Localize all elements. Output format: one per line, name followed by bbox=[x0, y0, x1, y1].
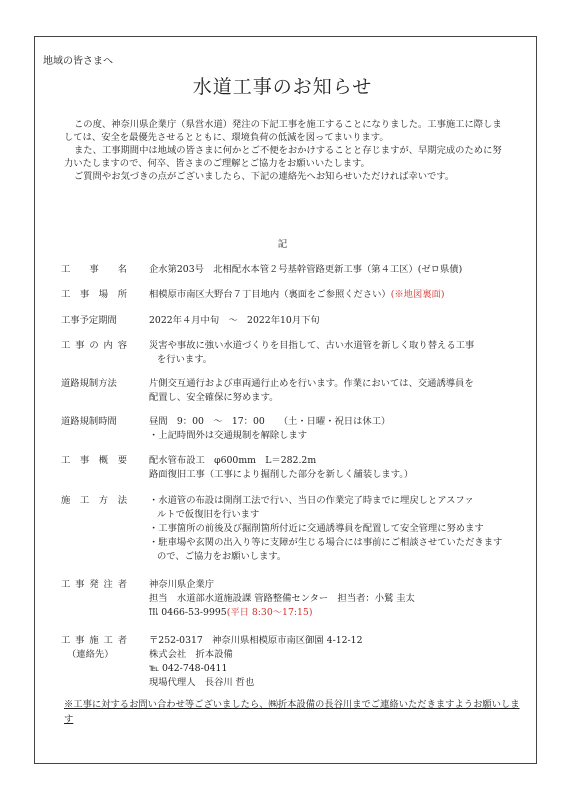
content-line: を行います。 bbox=[157, 354, 213, 365]
intro-paragraph: この度、神奈川県企業庁（県営水道）発注の下記工事を施工することになりました。工事施工に際しましては、安全を最優先させるとともに、環境負荷の低減を図ってまいります。 bbox=[64, 119, 502, 143]
contractor-line: 現場代理人 長谷川 哲也 bbox=[149, 677, 255, 688]
hours-line: 昼間 9：00 ～ 17：00 （土・日曜・祝日は休工） bbox=[149, 416, 391, 427]
client-hours-note: (平日 8:30～17:15) bbox=[226, 607, 313, 618]
method-line: ので、ご協力をお願いします。 bbox=[157, 551, 287, 562]
value-work-content bbox=[149, 339, 534, 367]
label-contact: （連絡先） bbox=[67, 649, 114, 660]
label-road-hours: 道路規制時間 bbox=[61, 416, 117, 427]
contractor-line: 〒252-0317 神奈川県相模原市南区御園 4-12-12 bbox=[149, 635, 363, 646]
addressee: 地域の皆さまへ bbox=[43, 56, 113, 67]
place-text: 相模原市南区大野台７丁目地内（裏面をご参照ください） bbox=[149, 289, 391, 300]
method-line: ルトで仮復旧を行います bbox=[157, 509, 260, 520]
label-work-summary: 工事概要 bbox=[61, 455, 127, 466]
method-line: ・工事箇所の前後及び掘削箇所付近に交通誘導員を配置して安全管理に努めます bbox=[149, 523, 484, 534]
value-client bbox=[149, 578, 534, 620]
client-line: 担当 水道部水道施設課 管路整備センター 担当者：小鷲 圭太 bbox=[149, 593, 415, 604]
value-work-place bbox=[149, 288, 534, 302]
value-work-name: 企水第203号 北相配水本管２号基幹管路更新工事（第４工区）(ゼロ県債) bbox=[149, 264, 463, 275]
client-tel-line bbox=[149, 606, 534, 620]
content-line: 災害や事故に強い水道づくりを目指して、古い水道管を新しく取り替える工事 bbox=[149, 340, 475, 351]
intro-text bbox=[64, 118, 504, 183]
client-line: 神奈川県企業庁 bbox=[149, 579, 215, 590]
label-road-method: 道路規制方法 bbox=[61, 378, 117, 389]
label-work-method: 施工方法 bbox=[61, 495, 127, 506]
value-contractor bbox=[149, 634, 534, 690]
hours-line: ・上記時間外は交通規制を解除します bbox=[149, 430, 308, 441]
value-road-method bbox=[149, 377, 534, 405]
contractor-line: 株式会社 折本設備 bbox=[149, 649, 233, 660]
label-client: 工事発注者 bbox=[61, 579, 127, 590]
summary-line: 路面復旧工事（工事により掘削した部分を新しく舗装します。） bbox=[149, 469, 414, 480]
road-line: 片側交互通行および車両通行止めを行います。作業においては、交通誘導員を bbox=[149, 378, 474, 389]
label-work-period: 工事予定期間 bbox=[61, 315, 117, 326]
label-work-name: 工事名 bbox=[61, 264, 127, 275]
label-work-place: 工事場所 bbox=[61, 289, 127, 300]
summary-line: 配水管布設工 φ600mm L＝282.2m bbox=[149, 455, 317, 466]
value-work-summary bbox=[149, 454, 534, 482]
method-line: ・駐車場や玄関の出入り等に支障が生じる場合には事前にご相談させていただきます bbox=[149, 537, 503, 548]
page-title: 水道工事のお知らせ bbox=[192, 76, 373, 98]
value-road-hours bbox=[149, 415, 534, 443]
value-work-period: 2022年４月中旬 ～ 2022年10月下旬 bbox=[149, 315, 320, 326]
intro-paragraph: ご質問やお気づきの点がございましたら、下記の連絡先へお知らせいただければ幸いです。 bbox=[74, 171, 455, 182]
road-line: 配置し、安全確保に努めます。 bbox=[149, 392, 279, 403]
method-line: ・水道管の布設は開削工法で行い、当日の作業完了時までに埋戻しとアスファ bbox=[149, 495, 474, 506]
value-work-method bbox=[149, 494, 534, 564]
map-note: (※地図裏面) bbox=[390, 289, 445, 300]
client-tel: ℡ 0466-53-9995 bbox=[149, 607, 227, 618]
footer-note: ※工事に対するお問い合わせ等ございましたら、㈱折本設備の長谷川までご連絡いただきますようお願いします bbox=[64, 699, 520, 725]
contractor-line: ℡ 042-748-0411 bbox=[149, 663, 228, 674]
label-work-content: 工事の内容 bbox=[61, 340, 127, 351]
intro-paragraph: また、工事期間中は地域の皆さまに何かとご不便をおかけすることと存じますが、早期完成のために努力いたしますので、何卒、皆さまのご理解とご協力をお願いいたします。 bbox=[64, 145, 502, 169]
ki-mark: 記 bbox=[277, 239, 288, 250]
label-contractor: 工事施工者 bbox=[61, 635, 127, 646]
